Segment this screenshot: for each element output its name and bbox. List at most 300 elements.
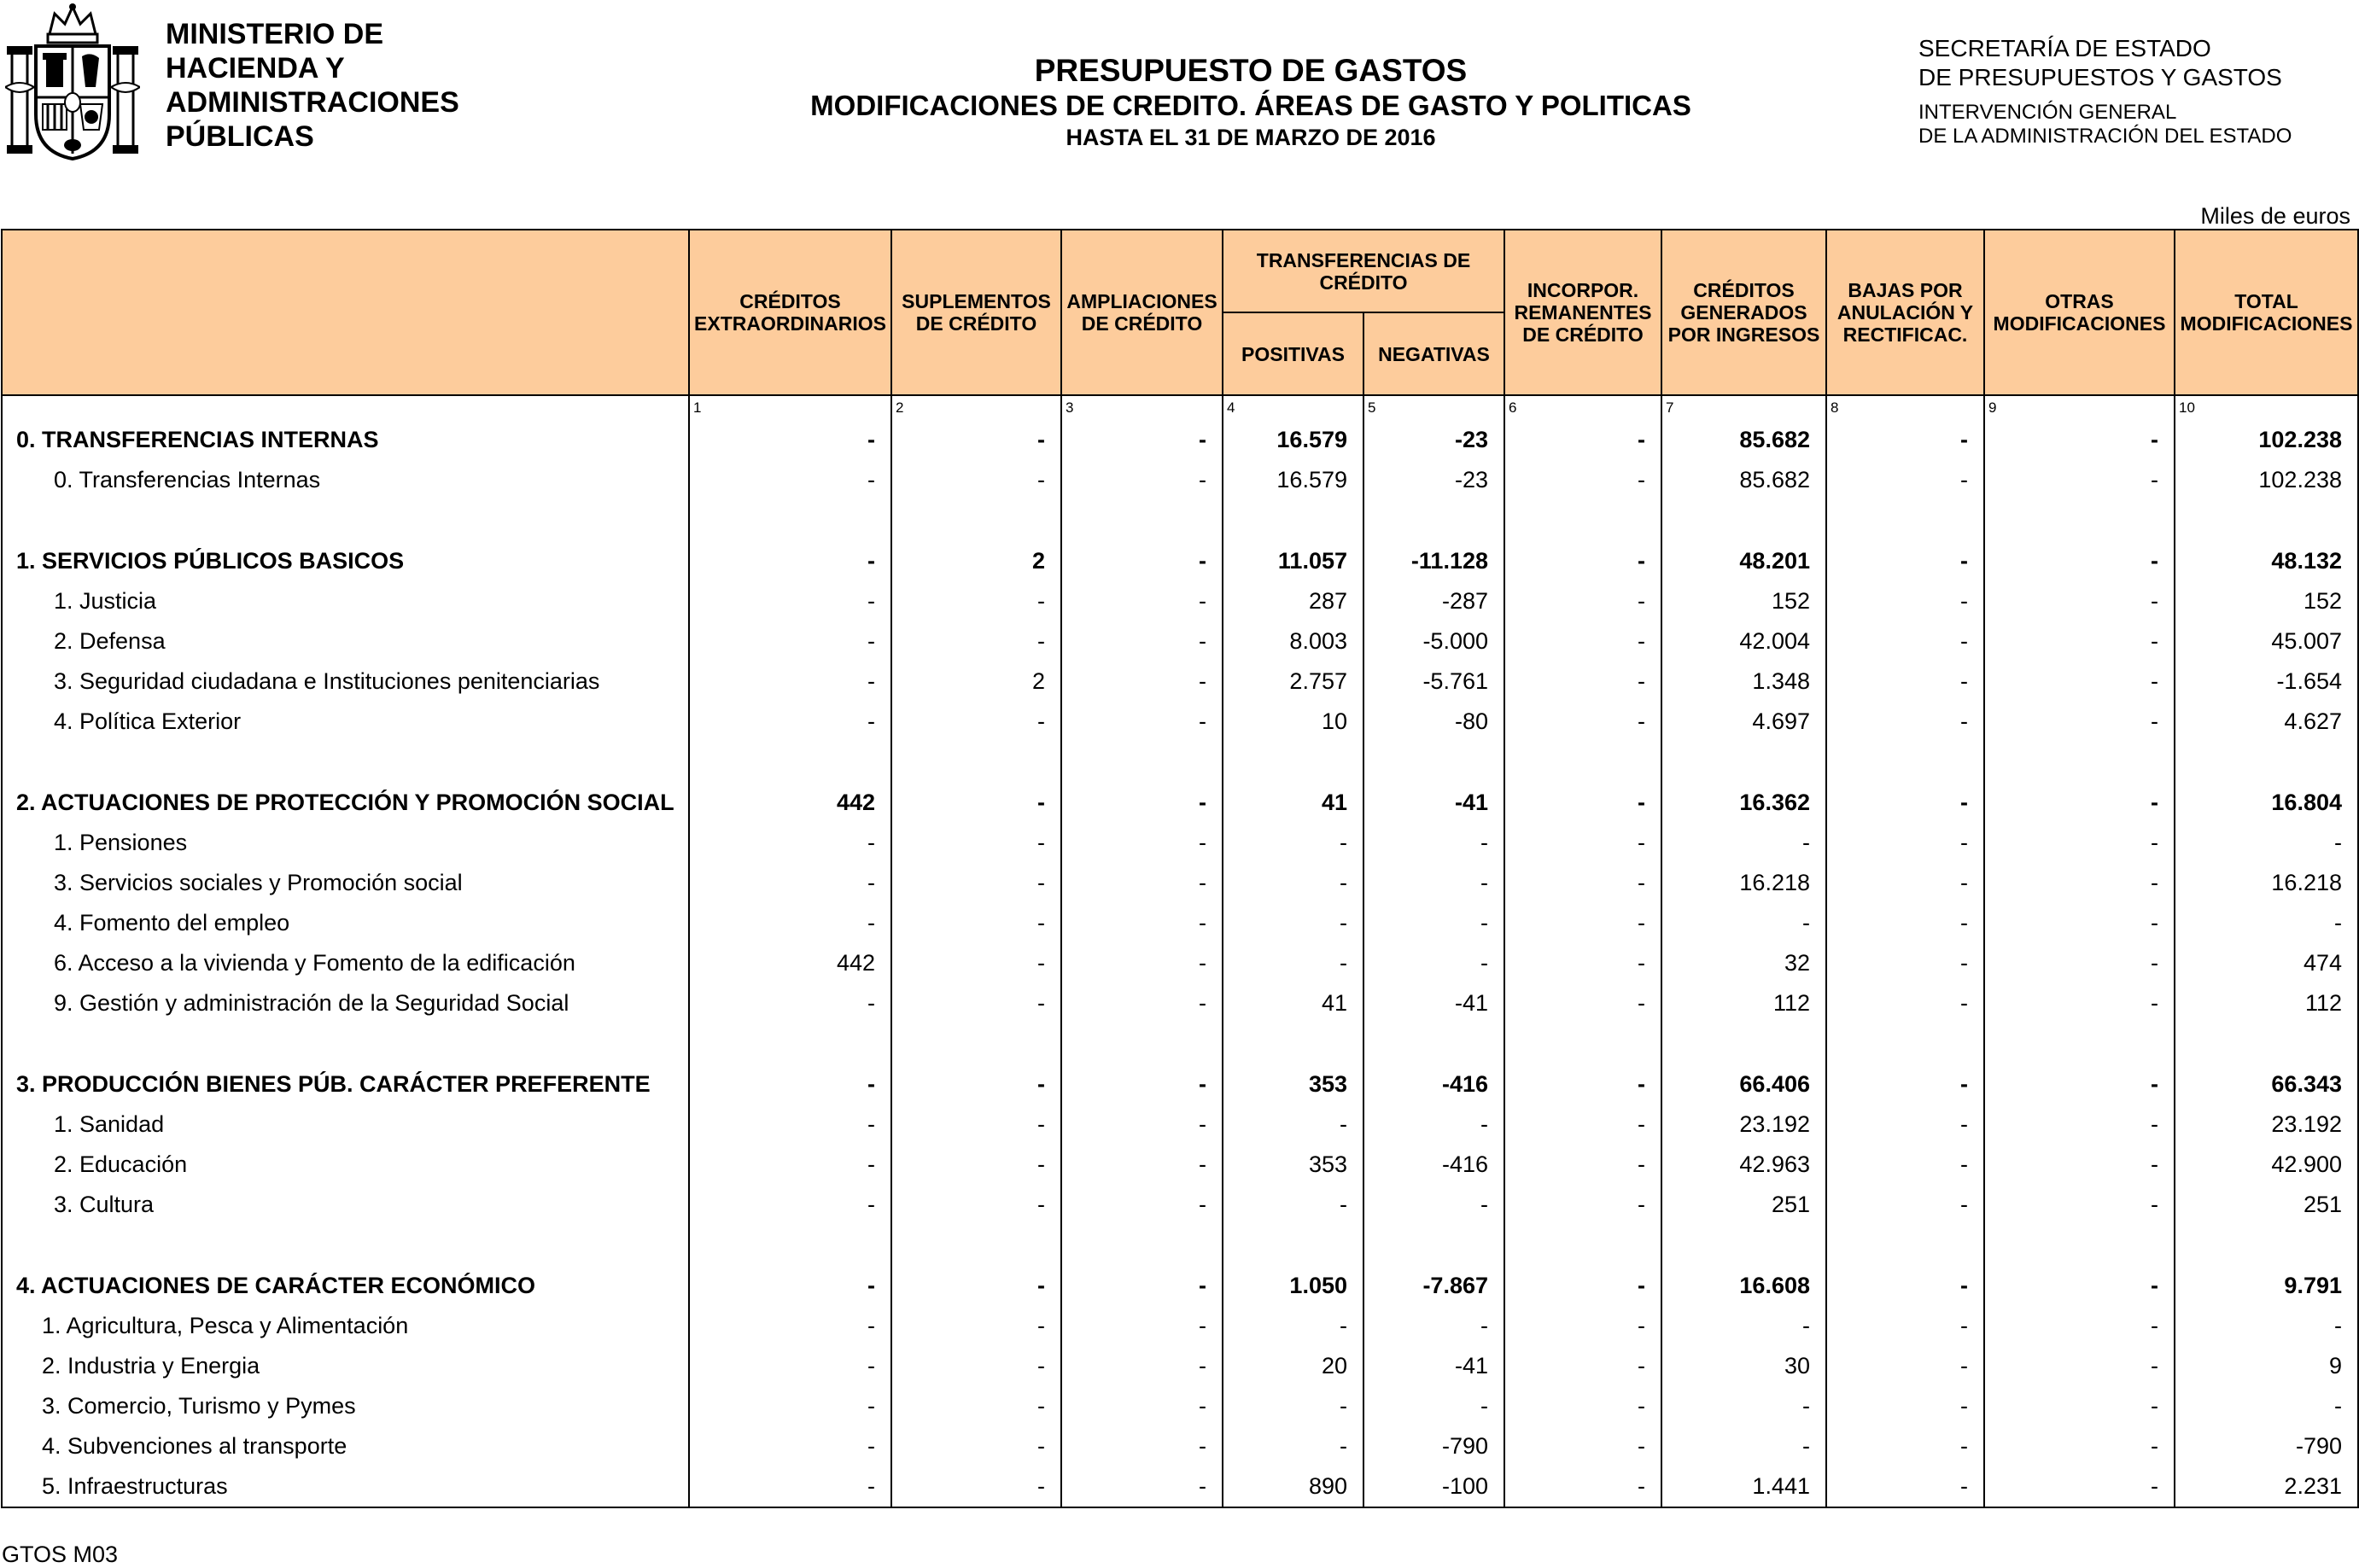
policy-row — [2, 1386, 2358, 1426]
area-label: 1. SERVICIOS PÚBLICOS BASICOS — [2, 541, 689, 581]
value-cell-col-5: -41 — [1363, 783, 1504, 823]
spacer-cell — [1661, 500, 1826, 541]
value-cell-col-6: - — [1504, 1145, 1661, 1185]
units-label: Miles de euros — [2200, 203, 2350, 229]
policy-label: 4. Fomento del empleo — [2, 903, 689, 943]
value-cell-col-5: -23 — [1363, 460, 1504, 500]
value-cell-col-7: 85.682 — [1661, 420, 1826, 460]
report-title: PRESUPUESTO DE GASTOS — [1034, 53, 1468, 88]
policy-label: 0. Transferencias Internas — [2, 460, 689, 500]
value-cell-col-2: 2 — [891, 662, 1061, 702]
header-bajas: BAJAS POR ANULACIÓN Y RECTIFICAC. — [1826, 230, 1984, 395]
value-cell-col-3: - — [1061, 1306, 1223, 1346]
value-cell-col-4: - — [1223, 823, 1363, 863]
value-cell-col-3: - — [1061, 541, 1223, 581]
spacer-cell — [1363, 1225, 1504, 1266]
value-cell-col-9: - — [1984, 983, 2175, 1023]
spacer-cell — [1363, 1023, 1504, 1064]
policy-label: 2. Defensa — [2, 621, 689, 662]
value-cell-col-6: - — [1504, 702, 1661, 742]
ministry-line: MINISTERIO DE — [166, 18, 384, 50]
value-cell-col-5: -100 — [1363, 1466, 1504, 1507]
value-cell-col-4: 41 — [1223, 783, 1363, 823]
value-cell-col-10: 112 — [2175, 983, 2358, 1023]
spacer-cell — [891, 500, 1061, 541]
policy-row — [2, 903, 2358, 943]
policy-label: 1. Agricultura, Pesca y Alimentación — [2, 1306, 689, 1346]
value-cell-col-4: - — [1223, 1426, 1363, 1466]
policy-row — [2, 460, 2358, 500]
area-group-row — [2, 1266, 2358, 1306]
value-cell-col-6: - — [1504, 903, 1661, 943]
value-cell-col-8: - — [1826, 581, 1984, 621]
value-cell-col-3: - — [1061, 581, 1223, 621]
value-cell-col-9: - — [1984, 1266, 2175, 1306]
value-cell-col-6: - — [1504, 1426, 1661, 1466]
value-cell-col-3: - — [1061, 903, 1223, 943]
value-cell-col-8: - — [1826, 621, 1984, 662]
value-cell-col-10: 48.132 — [2175, 541, 2358, 581]
value-cell-col-5: -5.000 — [1363, 621, 1504, 662]
value-cell-col-7: - — [1661, 1306, 1826, 1346]
spacer-cell — [2, 500, 689, 541]
column-number: 9 — [1984, 395, 2175, 420]
header-concept — [2, 230, 689, 395]
spacer-cell — [1223, 1023, 1363, 1064]
value-cell-col-1: - — [689, 581, 891, 621]
value-cell-col-5: - — [1363, 1386, 1504, 1426]
spacer-cell — [1223, 1225, 1363, 1266]
value-cell-col-4: - — [1223, 1386, 1363, 1426]
value-cell-col-8: - — [1826, 702, 1984, 742]
value-cell-col-1: - — [689, 460, 891, 500]
spacer-cell — [1826, 742, 1984, 783]
value-cell-col-9: - — [1984, 1426, 2175, 1466]
report-title-block — [598, 53, 1904, 152]
intervencion-line: INTERVENCIÓN GENERAL — [1918, 101, 2177, 124]
value-cell-col-7: - — [1661, 823, 1826, 863]
value-cell-col-3: - — [1061, 621, 1223, 662]
ministry-line: HACIENDA Y — [166, 52, 345, 85]
value-cell-col-8: - — [1826, 1145, 1984, 1185]
spacer-cell — [891, 1023, 1061, 1064]
policy-label: 3. Comercio, Turismo y Pymes — [2, 1386, 689, 1426]
secretaria-line: SECRETARÍA DE ESTADO — [1918, 35, 2211, 61]
policy-label: 2. Educación — [2, 1145, 689, 1185]
spacer-cell — [1826, 1023, 1984, 1064]
value-cell-col-7: 251 — [1661, 1185, 1826, 1225]
value-cell-col-7: - — [1661, 903, 1826, 943]
value-cell-col-9: - — [1984, 1145, 2175, 1185]
value-cell-col-10: 16.218 — [2175, 863, 2358, 903]
value-cell-col-8: - — [1826, 1064, 1984, 1105]
policy-label: 6. Acceso a la vivienda y Fomento de la edificación — [2, 943, 689, 983]
value-cell-col-8: - — [1826, 863, 1984, 903]
value-cell-col-1: - — [689, 1105, 891, 1145]
value-cell-col-1: 442 — [689, 943, 891, 983]
spacer-row — [2, 1225, 2358, 1266]
value-cell-col-10: 23.192 — [2175, 1105, 2358, 1145]
value-cell-col-9: - — [1984, 1064, 2175, 1105]
report-date: HASTA EL 31 DE MARZO DE 2016 — [1066, 125, 1436, 150]
value-cell-col-8: - — [1826, 823, 1984, 863]
value-cell-col-9: - — [1984, 702, 2175, 742]
policy-row — [2, 581, 2358, 621]
value-cell-col-5: -11.128 — [1363, 541, 1504, 581]
area-label: 4. ACTUACIONES DE CARÁCTER ECONÓMICO — [2, 1266, 689, 1306]
value-cell-col-9: - — [1984, 943, 2175, 983]
value-cell-col-1: - — [689, 420, 891, 460]
value-cell-col-3: - — [1061, 420, 1223, 460]
spacer-cell — [1061, 500, 1223, 541]
value-cell-col-10: 102.238 — [2175, 420, 2358, 460]
policy-label: 4. Subvenciones al transporte — [2, 1426, 689, 1466]
column-number-blank — [2, 395, 689, 420]
coat-of-arms-logo — [5, 2, 140, 162]
value-cell-col-3: - — [1061, 1064, 1223, 1105]
value-cell-col-9: - — [1984, 662, 2175, 702]
value-cell-col-9: - — [1984, 1466, 2175, 1507]
value-cell-col-5: -416 — [1363, 1064, 1504, 1105]
value-cell-col-1: - — [689, 1145, 891, 1185]
spacer-cell — [1363, 742, 1504, 783]
value-cell-col-1: - — [689, 1346, 891, 1386]
value-cell-col-1: - — [689, 1266, 891, 1306]
policy-row — [2, 1105, 2358, 1145]
policy-label: 5. Infraestructuras — [2, 1466, 689, 1507]
value-cell-col-6: - — [1504, 823, 1661, 863]
policy-label: 1. Sanidad — [2, 1105, 689, 1145]
value-cell-col-2: - — [891, 1145, 1061, 1185]
value-cell-col-10: 4.627 — [2175, 702, 2358, 742]
spacer-cell — [1661, 1225, 1826, 1266]
spacer-cell — [689, 1225, 891, 1266]
spacer-cell — [2, 742, 689, 783]
value-cell-col-7: 48.201 — [1661, 541, 1826, 581]
value-cell-col-3: - — [1061, 863, 1223, 903]
value-cell-col-4: 8.003 — [1223, 621, 1363, 662]
value-cell-col-9: - — [1984, 903, 2175, 943]
value-cell-col-5: -416 — [1363, 1145, 1504, 1185]
spacer-cell — [1984, 1023, 2175, 1064]
value-cell-col-8: - — [1826, 1266, 1984, 1306]
value-cell-col-5: -5.761 — [1363, 662, 1504, 702]
ministry-name — [166, 17, 459, 154]
value-cell-col-7: 4.697 — [1661, 702, 1826, 742]
value-cell-col-6: - — [1504, 1466, 1661, 1507]
policy-label: 2. Industria y Energia — [2, 1346, 689, 1386]
spacer-cell — [891, 1225, 1061, 1266]
value-cell-col-6: - — [1504, 541, 1661, 581]
policy-row — [2, 621, 2358, 662]
value-cell-col-9: - — [1984, 783, 2175, 823]
spacer-cell — [1504, 1023, 1661, 1064]
value-cell-col-7: 1.441 — [1661, 1466, 1826, 1507]
value-cell-col-9: - — [1984, 1386, 2175, 1426]
value-cell-col-3: - — [1061, 983, 1223, 1023]
value-cell-col-5: -23 — [1363, 420, 1504, 460]
header-positivas: POSITIVAS — [1223, 312, 1363, 395]
spacer-cell — [1504, 500, 1661, 541]
value-cell-col-6: - — [1504, 460, 1661, 500]
value-cell-col-4: - — [1223, 903, 1363, 943]
area-group-row — [2, 541, 2358, 581]
secretaria-block — [1918, 34, 2292, 149]
header-total: TOTAL MODIFICACIONES — [2175, 230, 2358, 395]
value-cell-col-3: - — [1061, 1105, 1223, 1145]
policy-row — [2, 702, 2358, 742]
value-cell-col-4: 1.050 — [1223, 1266, 1363, 1306]
value-cell-col-9: - — [1984, 1105, 2175, 1145]
value-cell-col-2: - — [891, 1185, 1061, 1225]
value-cell-col-7: 16.362 — [1661, 783, 1826, 823]
value-cell-col-4: 20 — [1223, 1346, 1363, 1386]
value-cell-col-8: - — [1826, 903, 1984, 943]
value-cell-col-10: 16.804 — [2175, 783, 2358, 823]
value-cell-col-3: - — [1061, 1386, 1223, 1426]
value-cell-col-7: 85.682 — [1661, 460, 1826, 500]
value-cell-col-10: 9 — [2175, 1346, 2358, 1386]
value-cell-col-9: - — [1984, 541, 2175, 581]
value-cell-col-5: - — [1363, 943, 1504, 983]
value-cell-col-9: - — [1984, 1346, 2175, 1386]
value-cell-col-10: 2.231 — [2175, 1466, 2358, 1507]
value-cell-col-7: 32 — [1661, 943, 1826, 983]
value-cell-col-2: - — [891, 702, 1061, 742]
value-cell-col-1: - — [689, 621, 891, 662]
value-cell-col-7: 30 — [1661, 1346, 1826, 1386]
policy-label: 4. Política Exterior — [2, 702, 689, 742]
column-number: 2 — [891, 395, 1061, 420]
value-cell-col-6: - — [1504, 1185, 1661, 1225]
value-cell-col-10: - — [2175, 823, 2358, 863]
spacer-cell — [1661, 742, 1826, 783]
value-cell-col-8: - — [1826, 1306, 1984, 1346]
value-cell-col-1: - — [689, 662, 891, 702]
value-cell-col-6: - — [1504, 621, 1661, 662]
value-cell-col-3: - — [1061, 823, 1223, 863]
value-cell-col-6: - — [1504, 783, 1661, 823]
value-cell-col-3: - — [1061, 460, 1223, 500]
value-cell-col-1: - — [689, 1306, 891, 1346]
column-number: 8 — [1826, 395, 1984, 420]
value-cell-col-2: - — [891, 1466, 1061, 1507]
value-cell-col-8: - — [1826, 541, 1984, 581]
value-cell-col-8: - — [1826, 1426, 1984, 1466]
value-cell-col-5: -287 — [1363, 581, 1504, 621]
area-group-row — [2, 783, 2358, 823]
policy-row — [2, 823, 2358, 863]
value-cell-col-4: - — [1223, 1185, 1363, 1225]
value-cell-col-4: - — [1223, 1306, 1363, 1346]
value-cell-col-4: 2.757 — [1223, 662, 1363, 702]
spacer-cell — [1661, 1023, 1826, 1064]
policy-row — [2, 662, 2358, 702]
column-number: 7 — [1661, 395, 1826, 420]
value-cell-col-3: - — [1061, 662, 1223, 702]
spacer-cell — [2175, 742, 2358, 783]
value-cell-col-2: - — [891, 943, 1061, 983]
budget-table — [1, 229, 2359, 1508]
value-cell-col-5: -41 — [1363, 983, 1504, 1023]
value-cell-col-3: - — [1061, 783, 1223, 823]
header-creditos-generados: CRÉDITOS GENERADOS POR INGRESOS — [1661, 230, 1826, 395]
value-cell-col-6: - — [1504, 1386, 1661, 1426]
value-cell-col-9: - — [1984, 621, 2175, 662]
value-cell-col-8: - — [1826, 983, 1984, 1023]
header-suplementos: SUPLEMENTOS DE CRÉDITO — [891, 230, 1061, 395]
value-cell-col-9: - — [1984, 460, 2175, 500]
value-cell-col-9: - — [1984, 863, 2175, 903]
policy-label: 1. Justicia — [2, 581, 689, 621]
value-cell-col-8: - — [1826, 1105, 1984, 1145]
spacer-cell — [1061, 1225, 1223, 1266]
value-cell-col-2: - — [891, 1386, 1061, 1426]
value-cell-col-5: -790 — [1363, 1426, 1504, 1466]
value-cell-col-4: 353 — [1223, 1145, 1363, 1185]
value-cell-col-6: - — [1504, 1064, 1661, 1105]
value-cell-col-10: 102.238 — [2175, 460, 2358, 500]
policy-row — [2, 1145, 2358, 1185]
value-cell-col-6: - — [1504, 943, 1661, 983]
column-number: 1 — [689, 395, 891, 420]
spacer-cell — [1223, 742, 1363, 783]
value-cell-col-2: - — [891, 621, 1061, 662]
value-cell-col-8: - — [1826, 783, 1984, 823]
value-cell-col-2: - — [891, 460, 1061, 500]
policy-label: 9. Gestión y administración de la Seguridad Social — [2, 983, 689, 1023]
value-cell-col-8: - — [1826, 943, 1984, 983]
area-label: 3. PRODUCCIÓN BIENES PÚB. CARÁCTER PREFERENTE — [2, 1064, 689, 1105]
policy-label: 3. Servicios sociales y Promoción social — [2, 863, 689, 903]
value-cell-col-8: - — [1826, 662, 1984, 702]
value-cell-col-10: - — [2175, 1306, 2358, 1346]
area-label: 0. TRANSFERENCIAS INTERNAS — [2, 420, 689, 460]
value-cell-col-6: - — [1504, 1306, 1661, 1346]
value-cell-col-5: -41 — [1363, 1346, 1504, 1386]
value-cell-col-4: 287 — [1223, 581, 1363, 621]
value-cell-col-10: 45.007 — [2175, 621, 2358, 662]
value-cell-col-7: 66.406 — [1661, 1064, 1826, 1105]
spacer-cell — [689, 1023, 891, 1064]
value-cell-col-2: - — [891, 581, 1061, 621]
area-label: 2. ACTUACIONES DE PROTECCIÓN Y PROMOCIÓN SOCIAL — [2, 783, 689, 823]
value-cell-col-8: - — [1826, 1386, 1984, 1426]
value-cell-col-2: - — [891, 1266, 1061, 1306]
value-cell-col-10: 42.900 — [2175, 1145, 2358, 1185]
value-cell-col-2: 2 — [891, 541, 1061, 581]
spacer-cell — [1984, 742, 2175, 783]
value-cell-col-10: 9.791 — [2175, 1266, 2358, 1306]
value-cell-col-8: - — [1826, 1185, 1984, 1225]
value-cell-col-2: - — [891, 1306, 1061, 1346]
value-cell-col-3: - — [1061, 1185, 1223, 1225]
spacer-cell — [689, 500, 891, 541]
column-number: 4 — [1223, 395, 1363, 420]
value-cell-col-2: - — [891, 1426, 1061, 1466]
spacer-cell — [1504, 1225, 1661, 1266]
policy-label: 1. Pensiones — [2, 823, 689, 863]
value-cell-col-8: - — [1826, 460, 1984, 500]
value-cell-col-5: -7.867 — [1363, 1266, 1504, 1306]
spacer-cell — [1061, 742, 1223, 783]
report-subtitle: MODIFICACIONES DE CREDITO. ÁREAS DE GASTO Y POLITICAS — [810, 90, 1691, 121]
policy-label: 3. Cultura — [2, 1185, 689, 1225]
spacer-cell — [2175, 1023, 2358, 1064]
value-cell-col-4: - — [1223, 863, 1363, 903]
value-cell-col-4: - — [1223, 943, 1363, 983]
value-cell-col-2: - — [891, 1346, 1061, 1386]
policy-row — [2, 943, 2358, 983]
value-cell-col-5: - — [1363, 903, 1504, 943]
value-cell-col-4: 16.579 — [1223, 420, 1363, 460]
value-cell-col-4: 890 — [1223, 1466, 1363, 1507]
value-cell-col-1: 442 — [689, 783, 891, 823]
column-number: 3 — [1061, 395, 1223, 420]
value-cell-col-3: - — [1061, 1426, 1223, 1466]
spacer-cell — [1504, 742, 1661, 783]
spacer-cell — [2, 1225, 689, 1266]
value-cell-col-5: -80 — [1363, 702, 1504, 742]
value-cell-col-7: 1.348 — [1661, 662, 1826, 702]
value-cell-col-4: 10 — [1223, 702, 1363, 742]
value-cell-col-10: - — [2175, 1386, 2358, 1426]
value-cell-col-1: - — [689, 541, 891, 581]
value-cell-col-7: 42.963 — [1661, 1145, 1826, 1185]
report-code: GTOS M03 — [2, 1542, 119, 1567]
spacer-cell — [1223, 500, 1363, 541]
value-cell-col-9: - — [1984, 823, 2175, 863]
value-cell-col-1: - — [689, 1185, 891, 1225]
policy-row — [2, 1346, 2358, 1386]
spacer-cell — [689, 742, 891, 783]
value-cell-col-10: 66.343 — [2175, 1064, 2358, 1105]
value-cell-col-1: - — [689, 702, 891, 742]
value-cell-col-7: 16.218 — [1661, 863, 1826, 903]
policy-row — [2, 1426, 2358, 1466]
value-cell-col-3: - — [1061, 1266, 1223, 1306]
policy-row — [2, 1185, 2358, 1225]
value-cell-col-6: - — [1504, 1266, 1661, 1306]
value-cell-col-5: - — [1363, 1306, 1504, 1346]
value-cell-col-1: - — [689, 823, 891, 863]
value-cell-col-5: - — [1363, 1105, 1504, 1145]
spacer-cell — [2175, 1225, 2358, 1266]
value-cell-col-3: - — [1061, 702, 1223, 742]
area-group-row — [2, 420, 2358, 460]
value-cell-col-6: - — [1504, 1105, 1661, 1145]
value-cell-col-6: - — [1504, 581, 1661, 621]
spacer-cell — [1061, 1023, 1223, 1064]
header-negativas: NEGATIVAS — [1363, 312, 1504, 395]
value-cell-col-6: - — [1504, 983, 1661, 1023]
value-cell-col-2: - — [891, 783, 1061, 823]
value-cell-col-4: 353 — [1223, 1064, 1363, 1105]
value-cell-col-10: -790 — [2175, 1426, 2358, 1466]
value-cell-col-8: - — [1826, 1466, 1984, 1507]
spacer-row — [2, 1023, 2358, 1064]
header-incorporaciones: INCORPOR. REMANENTES DE CRÉDITO — [1504, 230, 1661, 395]
value-cell-col-7: - — [1661, 1426, 1826, 1466]
policy-row — [2, 863, 2358, 903]
value-cell-col-2: - — [891, 1064, 1061, 1105]
value-cell-col-9: - — [1984, 1185, 2175, 1225]
column-number: 6 — [1504, 395, 1661, 420]
value-cell-col-4: - — [1223, 1105, 1363, 1145]
intervencion-line: DE LA ADMINISTRACIÓN DEL ESTADO — [1918, 125, 2292, 148]
value-cell-col-2: - — [891, 863, 1061, 903]
value-cell-col-1: - — [689, 1426, 891, 1466]
